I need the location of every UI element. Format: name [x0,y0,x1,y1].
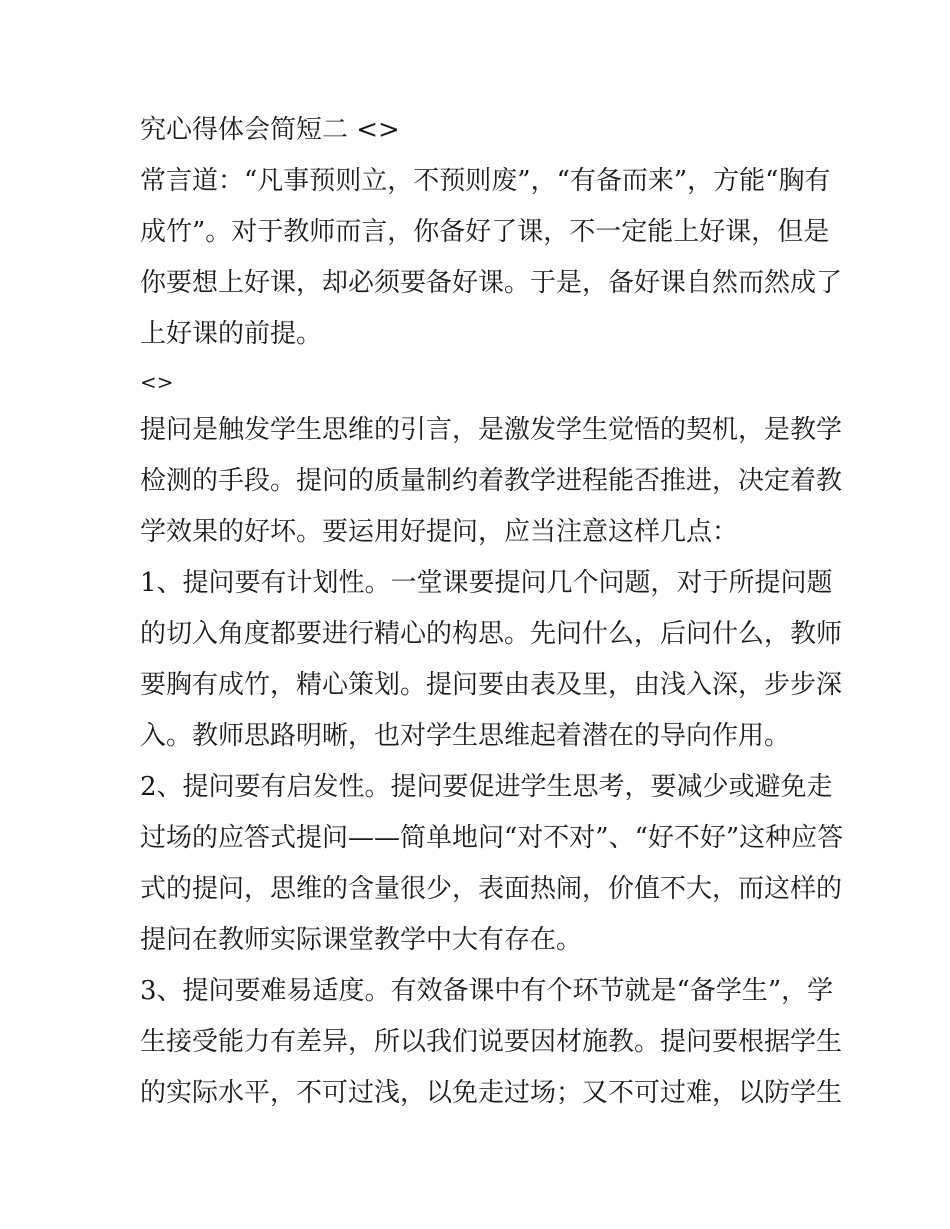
text-line: 1、提问要有计划性。一堂课要提问几个问题，对于所提问题 [140,568,833,598]
text-line: 成竹”。对于教师而言，你备好了课，不一定能上好课，但是 [140,217,830,247]
text-line: 提问是触发学生思维的引言，是激发学生觉悟的契机，是教学 [140,415,843,445]
text-line: 你要想上好课，却必须要备好课。于是，备好课自然而然成了 [140,268,843,298]
text-line: 2、提问要有启发性。提问要促进学生思考，要减少或避免走 [140,772,833,802]
text-line: 式的提问，思维的含量很少，表面热闹，价值不大，而这样的 [140,874,843,904]
text-line: 常言道：“凡事预则立，不预则废”，“有备而来”，方能“胸有 [140,166,831,196]
text-line: 提问在教师实际课堂教学中大有存在。 [140,925,583,955]
text-line: 的实际水平，不可过浅，以免走过场；又不可过难，以防学生 [140,1078,843,1108]
text-line: 上好课的前提。 [140,319,323,349]
document-body [140,105,844,1119]
text-line: 学效果的好坏。要运用好提问，应当注意这样几点： [140,517,739,547]
heading-line: 究心得体会简短二 <> [140,115,400,145]
text-line: 检测的手段。提问的质量制约着教学进程能否推进，决定着教 [140,466,843,496]
text-line: 生接受能力有差异，所以我们说要因材施教。提问要根据学生 [140,1027,843,1057]
placeholder-line: <> [140,370,174,394]
text-line: 过场的应答式提问——简单地问“对不对”、“好不好”这种应答 [140,823,844,853]
text-line: 的切入角度都要进行精心的构思。先问什么，后问什么，教师 [140,619,843,649]
text-line: 要胸有成竹，精心策划。提问要由表及里，由浅入深，步步深 [140,670,843,700]
text-line: 3、提问要难易适度。有效备课中有个环节就是“备学生”，学 [140,976,834,1006]
text-line: 入。教师思路明晰，也对学生思维起着潜在的导向作用。 [140,721,791,751]
